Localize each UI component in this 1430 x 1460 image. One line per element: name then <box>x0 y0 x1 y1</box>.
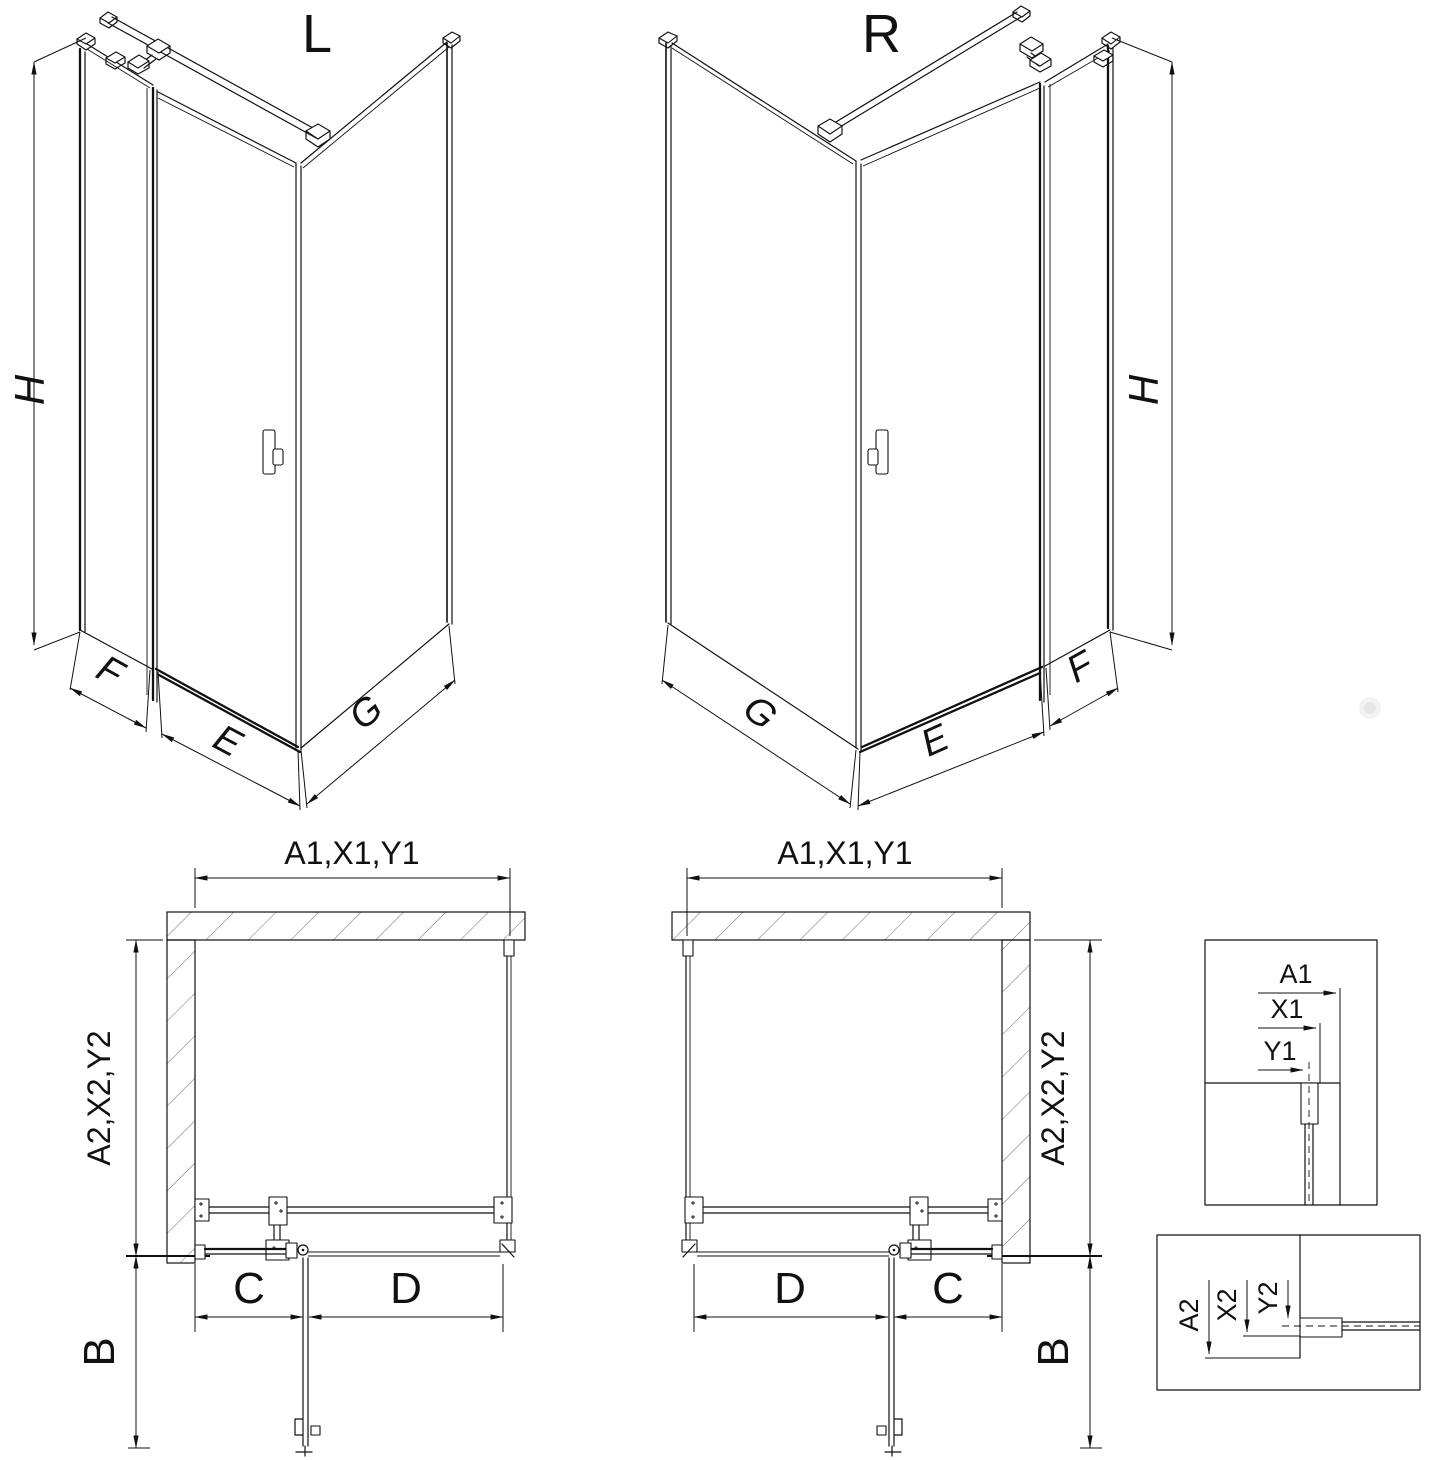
dim-label-e-right: E <box>914 716 956 766</box>
dim-B-left-plan <box>75 1256 150 1448</box>
isometric-view-left <box>6 4 460 810</box>
side-panel-right-view <box>659 32 858 749</box>
support-bars-left-plan <box>195 1197 512 1260</box>
dim-a2-detail <box>1174 1280 1209 1354</box>
left-fixed-panel <box>77 33 153 669</box>
dim-label-h-left: H <box>6 374 53 406</box>
door-left-plan <box>286 1243 320 1456</box>
isometric-view-right <box>659 4 1172 810</box>
dim-a1-detail <box>1258 959 1336 993</box>
detail-box-bottom <box>1157 1235 1420 1390</box>
support-bars-right-plan <box>685 1197 1002 1260</box>
dim-C-left-plan <box>195 1264 303 1332</box>
plan-view-left <box>75 835 525 1456</box>
side-panel-left-view <box>301 32 460 748</box>
dim-label-a2-detail: A2 <box>1174 1298 1204 1332</box>
front-glass-left-plan <box>195 1245 500 1259</box>
dim-x1-detail <box>1258 994 1316 1028</box>
dim-label-f-left: F <box>89 647 131 696</box>
door-handle-right <box>868 430 888 474</box>
right-fixed-panel <box>1045 32 1120 666</box>
dim-label-x2-detail: X2 <box>1212 1288 1242 1322</box>
dim-label-d-right: D <box>774 1264 806 1313</box>
dim-label-a1x1y1-right: A1,X1,Y1 <box>777 835 913 871</box>
dim-label-c-left: C <box>233 1264 265 1313</box>
dim-label-a2x2y2-right: A2,X2,Y2 <box>1035 1030 1071 1166</box>
dim-label-d-left: D <box>390 1264 422 1313</box>
dim-label-c-right: C <box>932 1264 964 1313</box>
dim-x2-detail <box>1212 1280 1247 1332</box>
view-right-title: R <box>862 4 901 64</box>
dim-label-g-left: G <box>341 687 392 739</box>
dim-G-left <box>301 626 455 808</box>
dim-G-right <box>662 625 856 808</box>
dim-label-y1-detail: Y1 <box>1263 1036 1297 1066</box>
dim-label-g-right: G <box>734 687 785 739</box>
wall-side-left-plan <box>167 940 195 1263</box>
door-handle-left <box>263 430 283 474</box>
front-glass-right-plan <box>697 1245 1002 1259</box>
dim-H-right <box>1110 38 1172 650</box>
hinge-profile-right <box>1040 84 1050 702</box>
hinge-profile-left <box>147 88 157 702</box>
dim-D-right-plan <box>694 1264 888 1332</box>
dim-F-left <box>70 632 150 732</box>
dim-label-h-right: H <box>1120 374 1167 406</box>
watermark-dot <box>1359 697 1381 719</box>
dim-label-y2-detail: Y2 <box>1253 1281 1283 1315</box>
wall-top-right-plan <box>672 912 1030 940</box>
dim-F-right <box>1046 632 1118 730</box>
view-left-title: L <box>302 4 333 64</box>
wall-top-left-plan <box>167 912 525 940</box>
door-panel-left <box>156 92 301 752</box>
door-panel-right <box>856 82 1042 752</box>
dim-label-b-left: B <box>75 1337 124 1367</box>
dim-y1-detail <box>1258 1036 1303 1070</box>
dim-label-a1x1y1-left: A1,X1,Y1 <box>284 835 420 871</box>
dim-B-right-plan <box>1029 1256 1102 1448</box>
door-right-plan <box>877 1243 911 1456</box>
dim-D-left-plan <box>309 1264 503 1332</box>
dim-C-right-plan <box>894 1264 1002 1332</box>
plan-view-right <box>672 835 1102 1456</box>
dim-label-x1-detail: X1 <box>1270 994 1304 1024</box>
dim-label-b-right: B <box>1029 1337 1078 1367</box>
dim-label-e-left: E <box>206 716 249 766</box>
wall-side-right-plan <box>1002 940 1030 1263</box>
detail-box-top <box>1205 940 1377 1205</box>
dim-label-a2x2y2-left: A2,X2,Y2 <box>81 1030 117 1166</box>
dim-H-left <box>6 38 86 650</box>
dim-y2-detail <box>1253 1280 1288 1318</box>
dim-label-a1-detail: A1 <box>1279 959 1313 989</box>
dim-label-f-right: F <box>1059 643 1101 692</box>
